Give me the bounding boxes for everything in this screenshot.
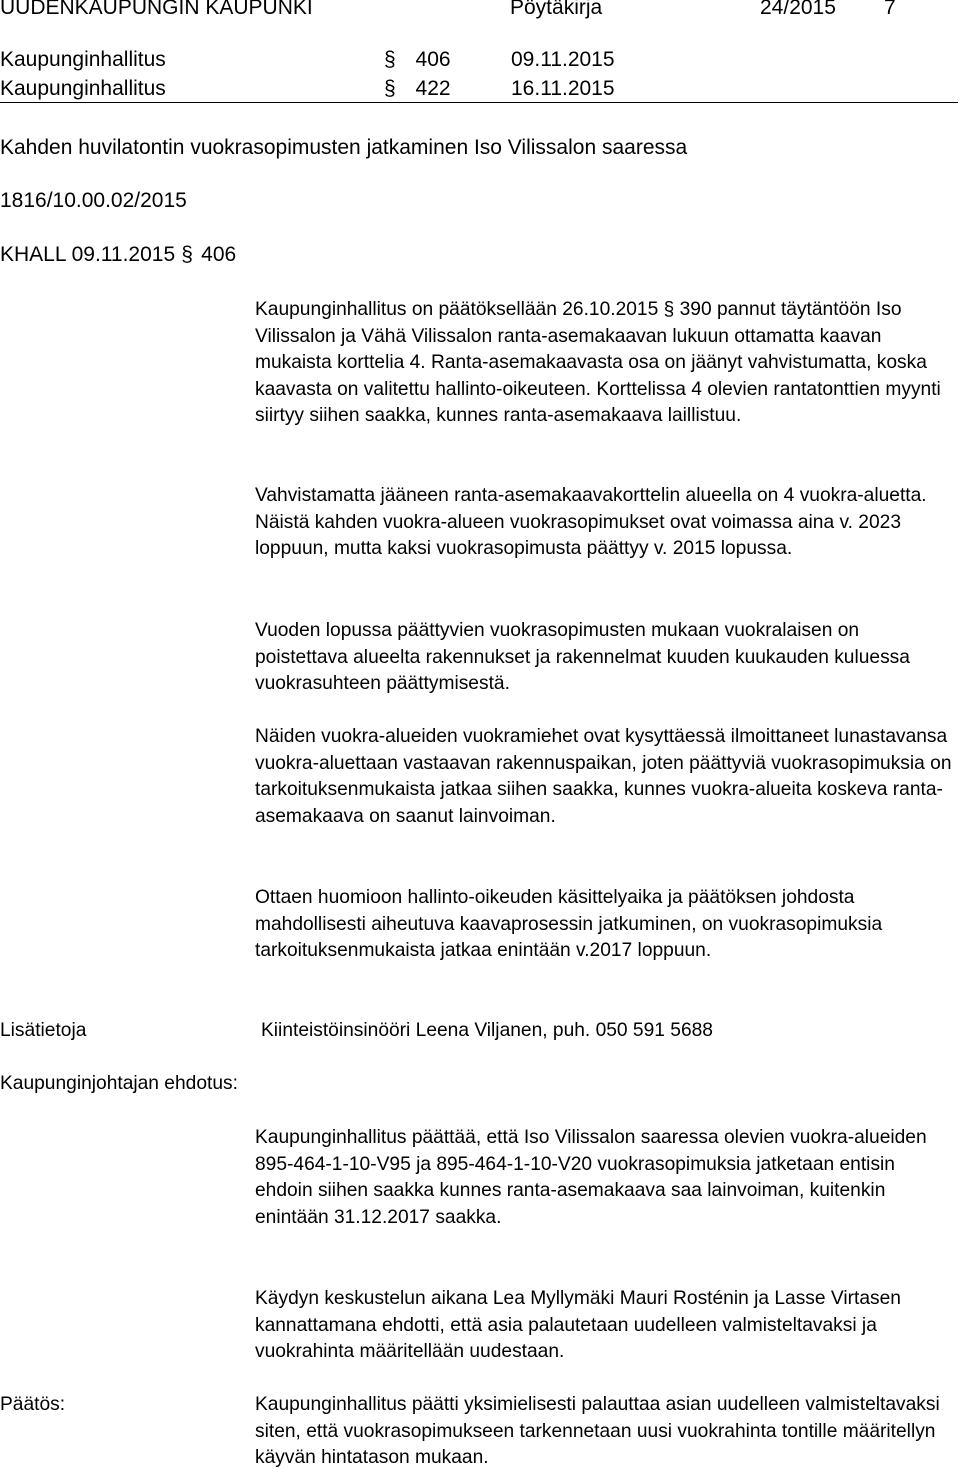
diary-number: 1816/10.00.02/2015 bbox=[0, 189, 187, 212]
paragraph-4: Näiden vuokra-alueiden vuokramiehet ovat kysyttäessä ilmoittaneet lunastavansa vuokra-aluettaan vastaavan rakennuspaikan, joten päättyviä vuokrasopimuksia on tarkoituksenmukaista jatkaa siihen saakka, kunnes vuokra-alueita koskeva ranta-asemakaava on saanut lainvoiman. bbox=[255, 726, 952, 827]
meeting-body: Kaupunginhallitus bbox=[0, 48, 166, 71]
paragraph-5: Ottaen huomioon hallinto-oikeuden käsittelyaika ja päätöksen johdosta mahdollisesti aiheutuva kaavaprosessin jatkuminen, on vuokrasopimuksia tarkoituksenmukaista jatkaa enintään v.2017 loppuun. bbox=[255, 887, 883, 962]
proposal-label: Kaupunginjohtajan ehdotus: bbox=[0, 1073, 238, 1094]
document-number: 24/2015 bbox=[760, 0, 836, 19]
proposal-paragraph-1: Kaupunginhallitus päättää, että Iso Vilissalon saaressa olevien vuokra-alueiden 895-464-1-10-V95 ja 895-464-1-10-V20 vuokrasopimuksia jatketaan entisin ehdoin siihen saakka kunnes ranta-asemakaava saa lainvoiman, kuitenkin enintään 31.12.2017 saakka. bbox=[255, 1127, 927, 1228]
meeting-date: 09.11.2015 bbox=[511, 48, 615, 71]
proposal-paragraph-2: Käydyn keskustelun aikana Lea Myllymäki Mauri Rosténin ja Lasse Virtasen kannattamana ehdotti, että asia palautetaan uudelleen valmisteltavaksi ja vuokrahinta määritellään uudestaan. bbox=[255, 1288, 901, 1363]
organization-name: UUDENKAUPUNGIN KAUPUNKI bbox=[0, 0, 313, 19]
section-sign-icon: § bbox=[384, 77, 396, 100]
decision-label: Päätös: bbox=[0, 1394, 66, 1415]
reference-prefix: KHALL 09.11.2015 bbox=[0, 243, 176, 266]
section-sign-icon: § bbox=[181, 243, 193, 266]
section-sign-icon: § bbox=[384, 48, 396, 71]
page-title: Kahden huvilatontin vuokrasopimusten jatkaminen Iso Vilissalon saaressa bbox=[0, 136, 688, 159]
paragraph-2: Vahvistamatta jääneen ranta-asemakaavakorttelin alueella on 4 vuokra-aluetta. Näistä kahden vuokra-alueen vuokrasopimukset ovat voimassa aina v. 2023 loppuun, mutta kaksi vuokrasopimusta päättyy v. 2015 lopussa. bbox=[255, 485, 927, 560]
meeting-row-1 bbox=[0, 48, 166, 72]
reference-line bbox=[0, 243, 236, 267]
further-info-value: Kiinteistöinsinööri Leena Viljanen, puh. 050 591 5688 bbox=[261, 1020, 713, 1041]
decision-text: Kaupunginhallitus päätti yksimielisesti palauttaa asian uudelleen valmisteltavaksi siten, että vuokrasopimukseen tarkennetaan uusi vuokrahinta tontille määritellyn käyvän hintatason mukaan. bbox=[255, 1394, 940, 1469]
paragraph-3: Vuoden lopussa päättyvien vuokrasopimusten mukaan vuokralaisen on poistettava alueelta rakennukset ja rakennelmat kuuden kuukauden kuluessa vuokrasuhteen päättymisestä. bbox=[255, 620, 910, 695]
paragraph-1: Kaupunginhallitus on päätöksellään 26.10.2015 § 390 pannut täytäntöön Iso Vilissalon ja Vähä Vilissalon ranta-asemakaavan lukuun ottamatta kaavan mukaista korttelia 4. Ranta-asemakaavasta osa on jäänyt vahvistumatta, koska kaavasta on valitettu hallinto-oikeuteen. Korttelissa 4 olevien rantatonttien myynti siirtyy siihen saakka, kunnes ranta-asemakaava laillistuu. bbox=[255, 299, 941, 427]
meeting-section-2 bbox=[384, 77, 451, 101]
further-info-label: Lisätietoja bbox=[0, 1020, 87, 1041]
meeting-body: Kaupunginhallitus bbox=[0, 77, 166, 100]
header-divider bbox=[0, 102, 958, 103]
page-number: 7 bbox=[884, 0, 896, 19]
meeting-section-1 bbox=[384, 48, 451, 72]
reference-section: 406 bbox=[201, 243, 237, 266]
meeting-section: 406 bbox=[415, 48, 451, 71]
meeting-row-2 bbox=[0, 77, 166, 101]
meeting-date: 16.11.2015 bbox=[511, 77, 615, 100]
meeting-section: 422 bbox=[415, 77, 451, 100]
document-type: Pöytäkirja bbox=[510, 0, 603, 19]
